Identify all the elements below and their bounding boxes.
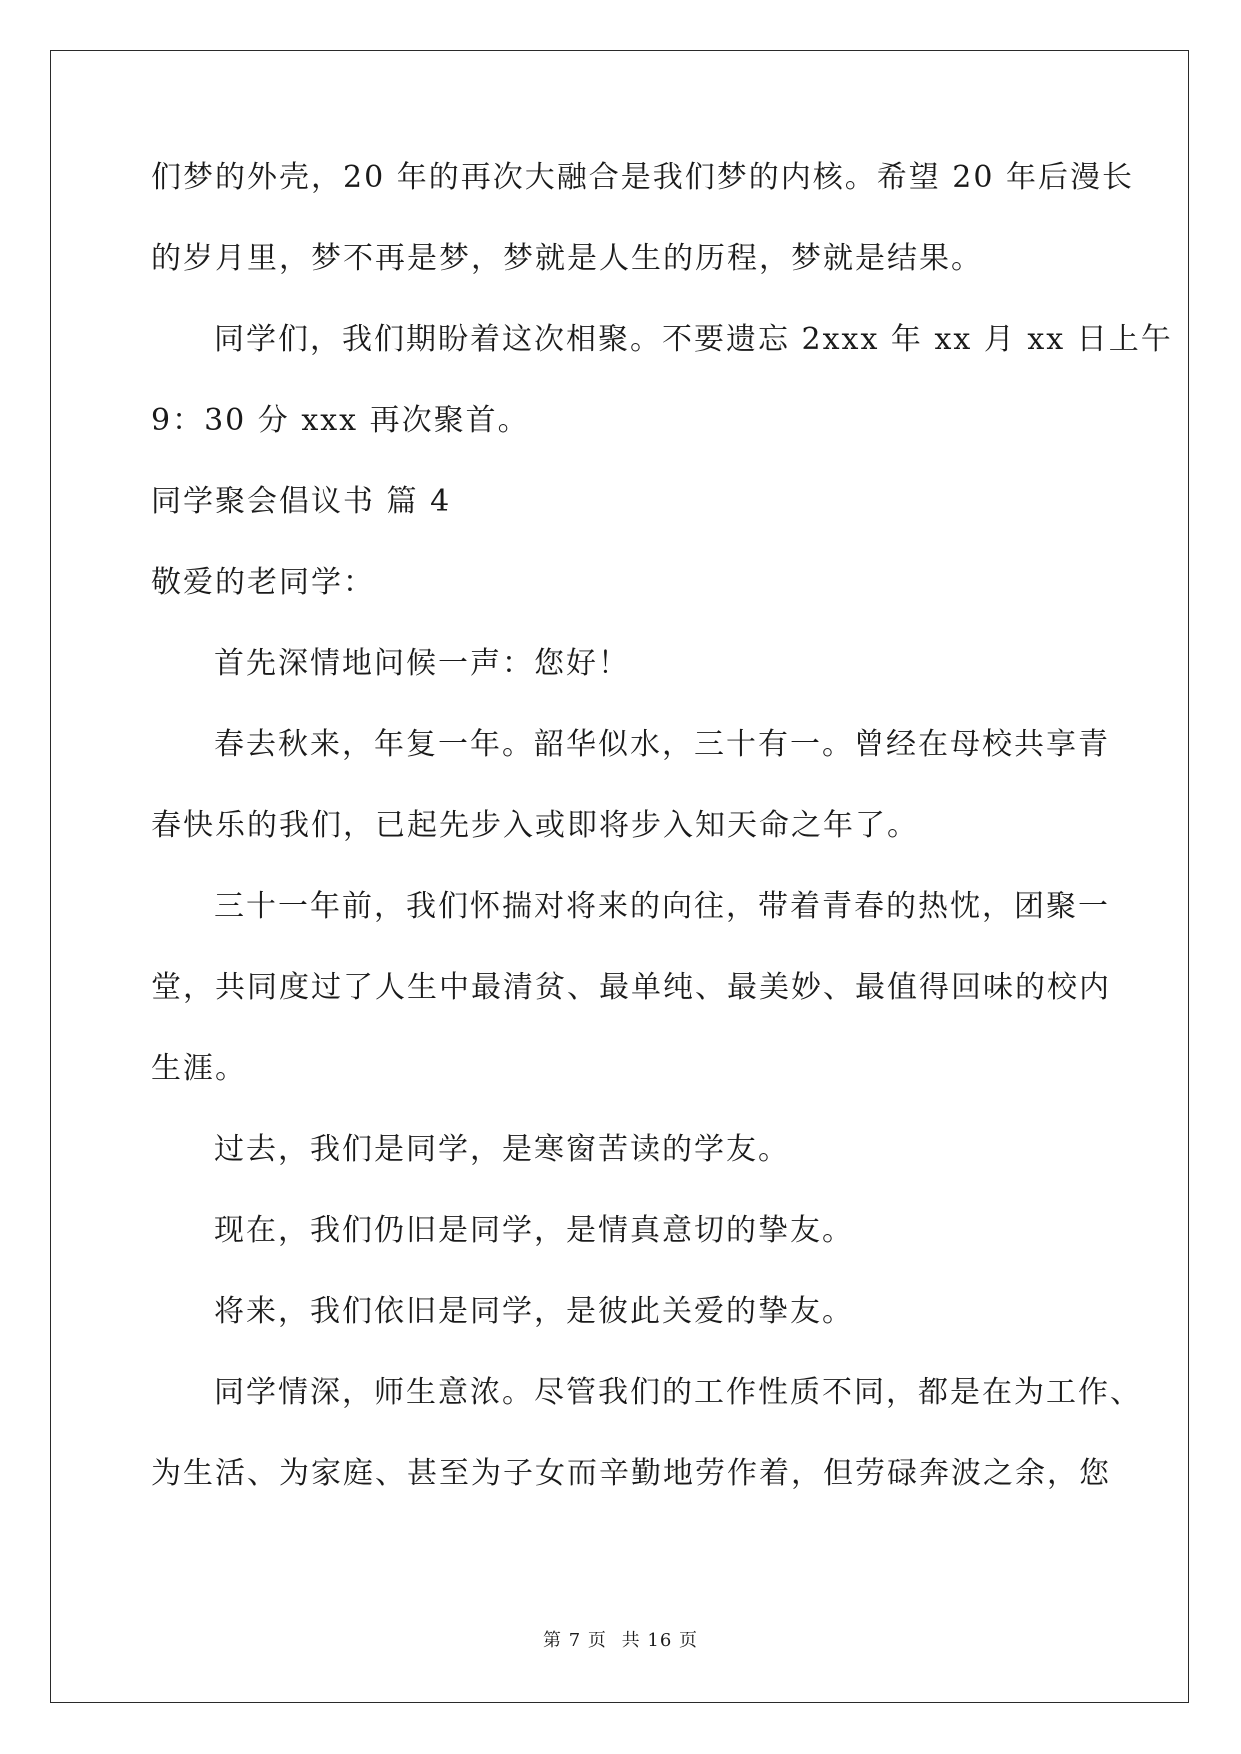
text-line: 的岁月里，梦不再是梦，梦就是人生的历程，梦就是结果。: [151, 241, 983, 276]
text-line: 们梦的外壳，20 年的再次大融合是我们梦的内核。希望 20 年后漫长: [151, 160, 1134, 195]
text-line: 生涯。: [151, 1051, 247, 1086]
text-line: 同学情深，师生意浓。尽管我们的工作性质不同，都是在为工作、: [214, 1375, 1142, 1410]
text-line: 堂，共同度过了人生中最清贫、最单纯、最美妙、最值得回味的校内: [151, 970, 1111, 1005]
section-heading: 同学聚会倡议书 篇 4: [151, 484, 452, 519]
text-line: 春快乐的我们，已起先步入或即将步入知天命之年了。: [151, 808, 919, 843]
text-line: 春去秋来，年复一年。韶华似水，三十有一。曾经在母校共享青: [214, 727, 1110, 762]
document-body: [151, 158, 1173, 1535]
salutation: 敬爱的老同学：: [151, 565, 375, 600]
text-line: 将来，我们依旧是同学，是彼此关爱的挚友。: [214, 1294, 854, 1329]
text-line: 为生活、为家庭、甚至为子女而辛勤地劳作着，但劳碌奔波之余，您: [151, 1456, 1111, 1491]
text-line: 首先深情地问候一声：您好！: [214, 646, 630, 681]
text-line: 三十一年前，我们怀揣对将来的向往，带着青春的热忱，团聚一: [214, 889, 1110, 924]
text-line: 现在，我们仍旧是同学，是情真意切的挚友。: [214, 1213, 854, 1248]
text-line: 过去，我们是同学，是寒窗苦读的学友。: [214, 1132, 790, 1167]
text-line: 9：30 分 xxx 再次聚首。: [151, 403, 530, 438]
page-number: 第 7 页: [543, 1630, 607, 1651]
text-line: 同学们，我们期盼着这次相聚。不要遗忘 2xxx 年 xx 月 xx 日上午: [214, 322, 1173, 357]
page-total: 共 16 页: [621, 1630, 698, 1651]
page-footer: [0, 1626, 1241, 1652]
